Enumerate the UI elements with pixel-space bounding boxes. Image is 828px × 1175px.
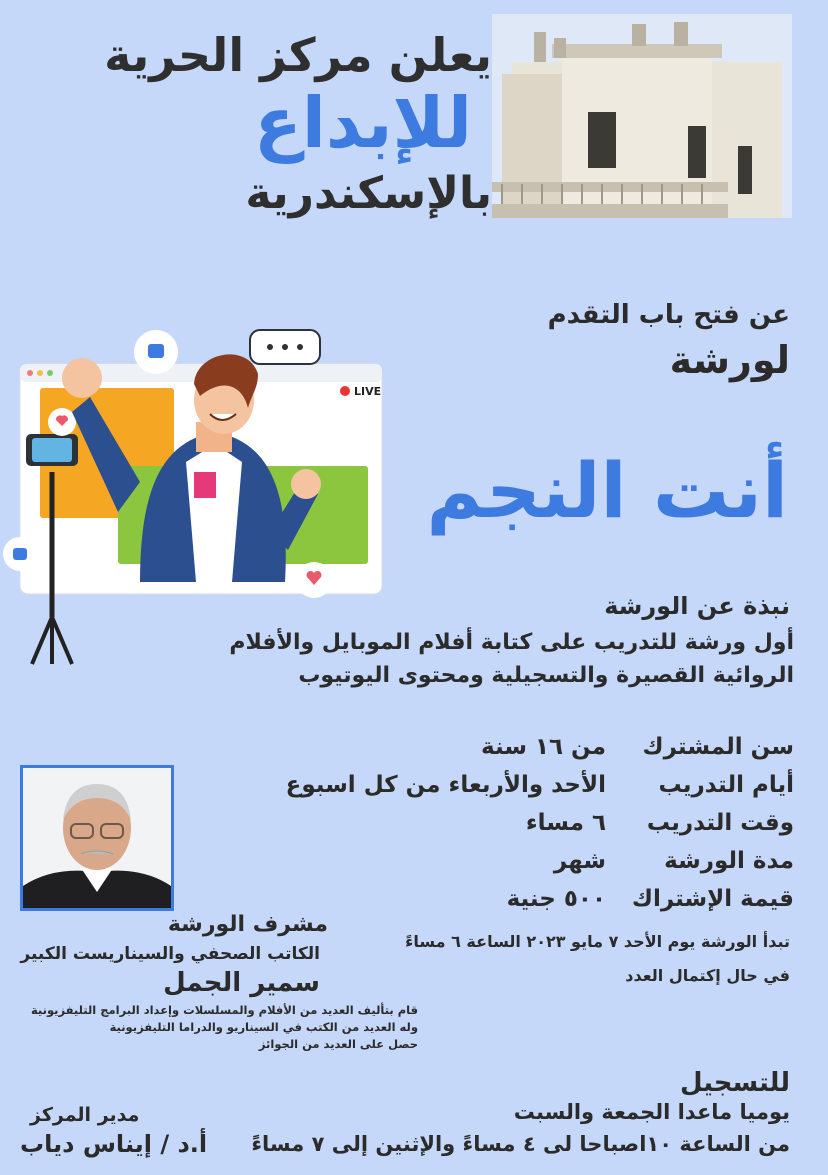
start-date-note: تبدأ الورشة يوم الأحد ٧ مايو ٢٠٢٣ الساعة ٦ مساءً: [405, 932, 790, 951]
header-line-1: يعلن مركز الحرية: [104, 28, 492, 82]
detail-row-duration: [234, 842, 794, 880]
supervisor-bio-line: قام بتأليف العديد من الأفلام والمسلسلات وإعداد البرامج التليفزيونية: [30, 1003, 418, 1017]
supervisor-bio: [8, 1002, 418, 1053]
director-name: أ.د / إيناس دياب: [20, 1130, 208, 1158]
about-heading: نبذة عن الورشة: [604, 592, 790, 620]
detail-row-time: [234, 804, 794, 842]
detail-label: أيام التدريب: [658, 772, 794, 798]
influencer-illustration: [0, 322, 400, 667]
announcement-line-2: لورشة: [669, 338, 790, 382]
detail-label: سن المشترك: [642, 734, 794, 760]
detail-label: قيمة الإشتراك: [631, 886, 794, 912]
registration-hours: من الساعة ١٠اصباحا لى ٤ مساءً والإثنين إلى ٧ مساءً: [251, 1132, 790, 1156]
detail-value: من ١٦ سنة: [481, 734, 606, 760]
supervisor-name: سمير الجمل: [163, 968, 320, 998]
supervisor-bio-line: حصل على العديد من الجوائز: [258, 1037, 418, 1051]
supervisor-role: الكاتب الصحفي والسيناريست الكبير: [20, 944, 320, 964]
details-list: [234, 728, 794, 918]
header-line-2: للإبداع: [254, 82, 472, 164]
detail-label: مدة الورشة: [664, 848, 794, 874]
about-text: أول ورشة للتدريب على كتابة أفلام الموبايل والأفلام الروائية القصيرة والتسجيلية ومحتوى اليوتيوب: [229, 630, 794, 688]
workshop-name: أنت النجم: [426, 446, 788, 535]
announcement-line-1: عن فتح باب التقدم: [547, 300, 790, 330]
start-condition-note: في حال إكتمال العدد: [625, 966, 790, 985]
supervisor-title: مشرف الورشة: [167, 912, 328, 937]
registration-heading: للتسجيل: [679, 1068, 790, 1098]
registration-days: يوميا ماعدا الجمعة والسبت: [513, 1100, 790, 1124]
detail-value: شهر: [553, 848, 606, 874]
detail-row-age: [234, 728, 794, 766]
detail-value: ٥٠٠ جنية: [506, 886, 606, 912]
detail-label: وقت التدريب: [646, 810, 794, 836]
supervisor-bio-line: وله العديد من الكتب في السيناريو والدراما التليفزيونية: [109, 1020, 418, 1034]
header-line-3: بالإسكندرية: [245, 168, 492, 219]
live-label: LIVE: [354, 385, 382, 398]
detail-value: الأحد والأربعاء من كل اسبوع: [285, 772, 606, 798]
detail-value: ٦ مساء: [525, 810, 606, 836]
director-title: مدير المركز: [30, 1104, 140, 1126]
building-image: [492, 14, 792, 218]
person-portrait-icon: [23, 768, 171, 908]
detail-row-days: [234, 766, 794, 804]
supervisor-photo: [20, 765, 174, 911]
